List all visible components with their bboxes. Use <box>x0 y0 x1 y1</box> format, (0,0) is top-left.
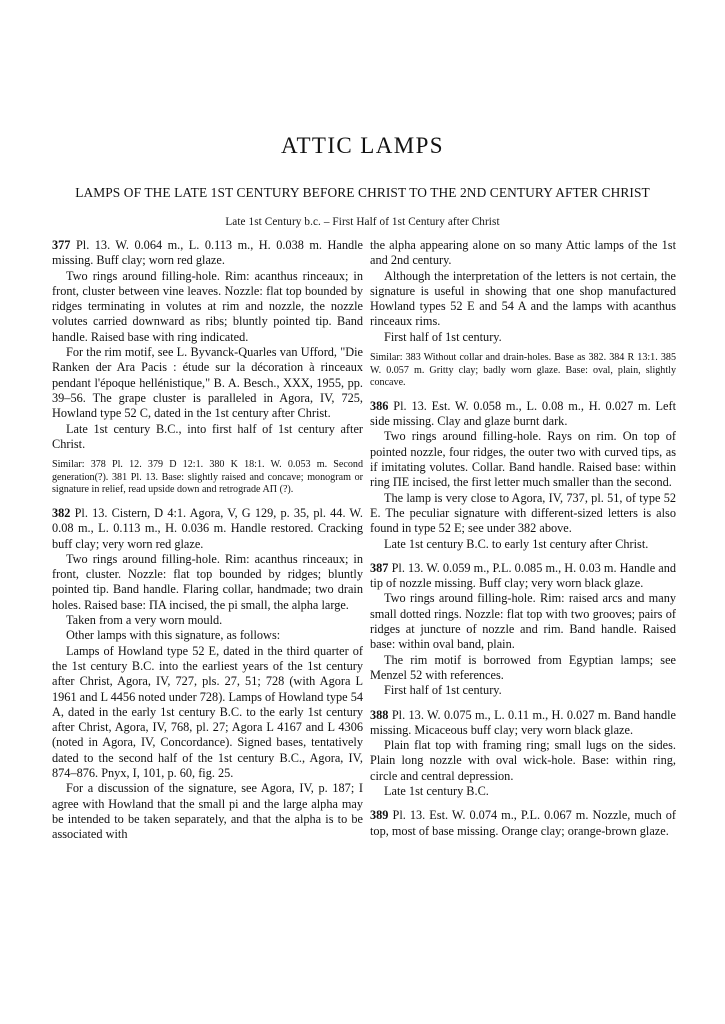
paragraph: Two rings around filling-hole. Rim: raised arcs and many small dotted rings. Nozzle: flat top with two grooves; pairs of ridges at juncture of nozzle and rim. Band handle. Raised base: within oval band, plain. <box>370 591 676 652</box>
entry-text: Pl. 13. W. 0.064 m., L. 0.113 m., H. 0.038 m. Handle missing. Buff clay; worn red glaze. <box>52 238 364 268</box>
right-column <box>370 238 676 839</box>
paragraph: Lamps of Howland type 52 E, dated in the third quarter of the 1st century B.C. into the earliest years of the 1st century after Christ, Agora, IV, 727, pls. 27, 51; 728 (with Agora L 1961 and L 4456 noted under 728). Lamps of Howland type 54 A, dated in the early 1st century B.C. to the early 1st century after Christ, Agora, IV, 768, pl. 27; Agora L 4167 and L 4306 (noted in Agora, IV, Concordance). Signed bases, tentatively dated to the second half of the 1st century B.C., Agora, IV, 874–876. Pnyx, I, 101, p. 60, fig. 25. <box>52 643 364 780</box>
entry-number: 382 <box>52 505 71 520</box>
paragraph: Late 1st century B.C., into first half of 1st century after Christ. <box>52 421 363 451</box>
entry-text: Pl. 13. Est. W. 0.074 m., P.L. 0.067 m. Nozzle, much of top, most of base missing. Orange clay; orange-brown glaze. <box>370 808 676 838</box>
paragraph: Two rings around filling-hole. Rim: acanthus rinceaux; in front, cluster. Nozzle: flat top bounded by ridges; bluntly pointed tip. Band handle. Flaring collar, handmade; two drain holes. Raised base: ΠA incised, the pi small, the alpha large. <box>52 551 363 612</box>
catalogue-entry-387 <box>370 561 676 592</box>
entry-number: 377 <box>52 238 71 252</box>
paragraph: Two rings around filling-hole. Rim: acanthus rinceaux; in front, cluster between vine leaves. Nozzle: flat top bounded by ridges terminating in volutes at rim and nozzle, the nozzle volutes carried downward as ribs; bluntly pointed tip. Band handle. Raised base with ring indicated. <box>52 268 363 344</box>
page-title: ATTIC LAMPS <box>280 133 444 158</box>
catalogue-entry-389 <box>370 808 676 839</box>
similar-note: Similar: 383 Without collar and drain-holes. Base as 382. 384 R 13:1. 385 W. 0.057 m. Gritty clay; badly worn glaze. Base: oval, plain, slightly concave. <box>370 352 676 389</box>
paragraph: First half of 1st century. <box>384 683 502 698</box>
entry-number: 386 <box>370 398 389 413</box>
catalogue-entry-388 <box>370 708 676 739</box>
paragraph: the alpha appearing alone on so many Attic lamps of the 1st and 2nd century. <box>370 238 676 268</box>
paragraph: For the rim motif, see L. Byvanck-Quarles van Ufford, "Die Ranken der Ara Pacis : étude sur la décoration à rinceaux pendant l'époque hellénistique," B. A. Besch., XXX, 1955, pp. 39–56. The grape cluster is paralleled in Agora, IV, 725, Howland type 52 C, dated in the 1st century after Christ. <box>52 345 363 421</box>
section-heading: Late 1st Century b.c. – First Half of 1st Century after Christ <box>225 216 500 228</box>
entry-text: Pl. 13. W. 0.059 m., P.L. 0.085 m., H. 0.03 m. Handle and tip of nozzle missing. Buff clay; very worn black glaze. <box>370 560 677 591</box>
entry-number: 388 <box>370 707 389 722</box>
paragraph: First half of 1st century. <box>384 329 502 344</box>
entry-number: 389 <box>370 808 389 823</box>
catalogue-entry-377 <box>52 238 363 269</box>
entry-text: Pl. 13. Est. W. 0.058 m., L. 0.08 m., H. 0.027 m. Left side missing. Clay and glaze burnt dark. <box>370 398 677 429</box>
chapter-subtitle: LAMPS OF THE LATE 1ST CENTURY BEFORE CHRIST TO THE 2ND CENTURY AFTER CHRIST <box>75 185 650 200</box>
paragraph: Taken from a very worn mould. <box>66 613 223 628</box>
paragraph: Plain flat top with framing ring; small lugs on the sides. Plain long nozzle with oval wick-hole. Base: within ring, circle and central depression. <box>370 738 676 783</box>
paragraph: Although the interpretation of the letters is not certain, the signature is useful in showing that one shop manufactured Howland types 52 E and 54 A and the lamps with acanthus rinceaux rims. <box>370 268 676 329</box>
catalogue-entry-382 <box>52 506 363 552</box>
left-column <box>52 238 363 842</box>
similar-note: Similar: 378 Pl. 12. 379 D 12:1. 380 K 18:1. W. 0.053 m. Second generation(?). 381 Pl. 13. Base: slightly raised and concave; monogram or signature in relief, read upside down and retrograde AΠ (?). <box>52 459 363 496</box>
entry-text: Pl. 13. W. 0.075 m., L. 0.11 m., H. 0.027 m. Band handle missing. Micaceous buff clay; very worn black glaze. <box>370 707 676 737</box>
paragraph: The lamp is very close to Agora, IV, 737, pl. 51, of type 52 E. The peculiar signature with different-sized letters is also found in type 52 E; see under 382 above. <box>370 490 676 536</box>
entry-text: Pl. 13. Cistern, D 4:1. Agora, V, G 129, p. 35, pl. 44. W. 0.08 m., L. 0.113 m., H. 0.036 m. Handle restored. Cracking buff clay; very worn red glaze. <box>52 505 363 551</box>
paragraph: Two rings around filling-hole. Rays on rim. On top of pointed nozzle, four ridges, the outer two with curved tips, as if imitating volutes. Collar. Band handle. Raised base: within ring ΠE incised, the first letter much smaller than the second. <box>370 429 676 490</box>
paragraph: Late 1st century B.C. to early 1st century after Christ. <box>384 536 649 551</box>
catalogue-entry-386 <box>370 399 676 430</box>
paragraph: For a discussion of the signature, see Agora, IV, p. 187; I agree with Howland that the small pi and the large alpha may be intended to be taken separately, and that the alpha is to be associated with <box>52 781 363 842</box>
entry-number: 387 <box>370 560 389 575</box>
paragraph: Late 1st century B.C. <box>384 783 489 798</box>
paragraph: Other lamps with this signature, as follows: <box>66 628 281 643</box>
paragraph: The rim motif is borrowed from Egyptian lamps; see Menzel 52 with references. <box>370 652 676 682</box>
